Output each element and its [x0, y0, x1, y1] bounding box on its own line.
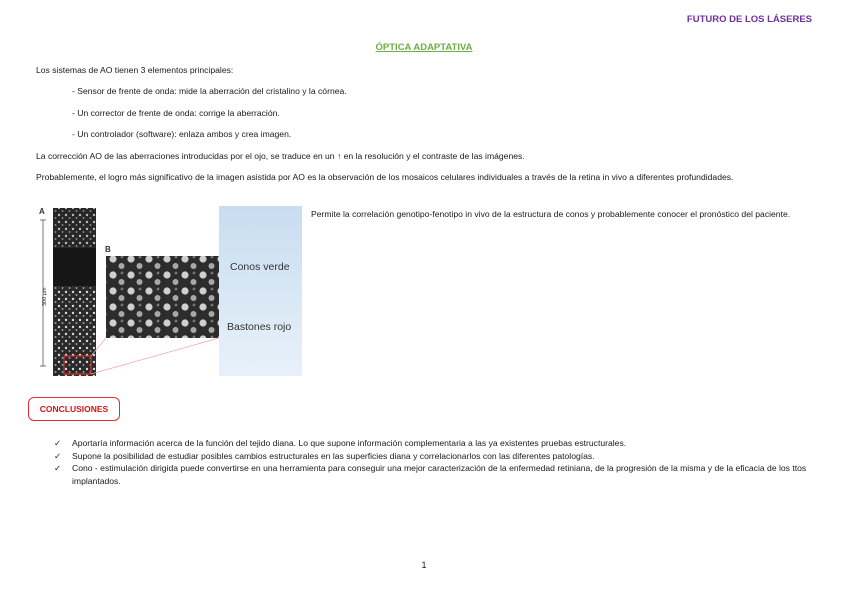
element-corrector: - Un corrector de frente de onda: corrige la aberración.	[72, 108, 280, 118]
check-icon: ✓	[54, 463, 62, 473]
list-item	[54, 437, 814, 450]
conclusion-text: Aportaría información acerca de la función del tejido diana. Lo que supone información complementaria a las ya existentes pruebas estructurales.	[72, 438, 627, 448]
intro-paragraph: Los sistemas de AO tienen 3 elementos principales:	[36, 65, 234, 75]
achievement-paragraph: Probablemente, el logro más significativo de la imagen asistida por AO es la observación de los mosaicos celulares individuales a través de la retina in vivo a diferentes profundidades.	[36, 172, 734, 182]
correction-paragraph: La corrección AO de las aberraciones introducidas por el ojo, se traduce en un ↑ en la resolución y el contraste de las imágenes.	[36, 151, 525, 161]
conclusions-label: CONCLUSIONES	[28, 397, 120, 421]
list-item	[54, 450, 814, 463]
label-panel	[219, 206, 302, 376]
panel-a-bottom-mosaic	[53, 286, 96, 376]
scale-label: 300 µm	[42, 287, 48, 306]
page-title: ÓPTICA ADAPTATIVA	[375, 42, 473, 53]
retina-figure	[36, 206, 302, 376]
list-item	[54, 462, 814, 487]
panel-a-label: A	[39, 207, 45, 216]
element-sensor: - Sensor de frente de onda: mide la aberración del cristalino y la córnea.	[72, 86, 347, 96]
panel-a-top-mosaic	[53, 208, 96, 248]
conclusion-text: Supone la posibilidad de estudiar posibles cambios estructurales en las superficies diana y correlacionarlos con las diferentes patologías.	[72, 450, 595, 461]
panel-b-label: B	[105, 245, 111, 254]
rods-label: Bastones rojo	[227, 321, 292, 333]
figure-caption: Permite la correlación genotipo-fenotipo in vivo de la estructura de conos y probablemente conocer el pronóstico del paciente.	[311, 209, 791, 219]
check-icon: ✓	[54, 438, 62, 448]
conclusion-text: Cono - estimulación dirigida puede convertirse en una herramienta para conseguir una mejor caracterización de la enfermedad retiniana, de la progresión de la misma y de la eficacia de los ttos implantados.	[72, 463, 807, 486]
element-controller: - Un controlador (software): enlaza ambos y crea imagen.	[72, 129, 292, 139]
page-number: 1	[421, 560, 427, 570]
cones-label: Conos verde	[230, 261, 290, 273]
retina-figure-svg	[36, 206, 302, 376]
check-icon: ✓	[54, 450, 62, 461]
panel-b-image	[106, 256, 219, 338]
running-header: FUTURO DE LOS LÁSERES	[686, 14, 812, 25]
conclusions-list	[54, 437, 814, 487]
